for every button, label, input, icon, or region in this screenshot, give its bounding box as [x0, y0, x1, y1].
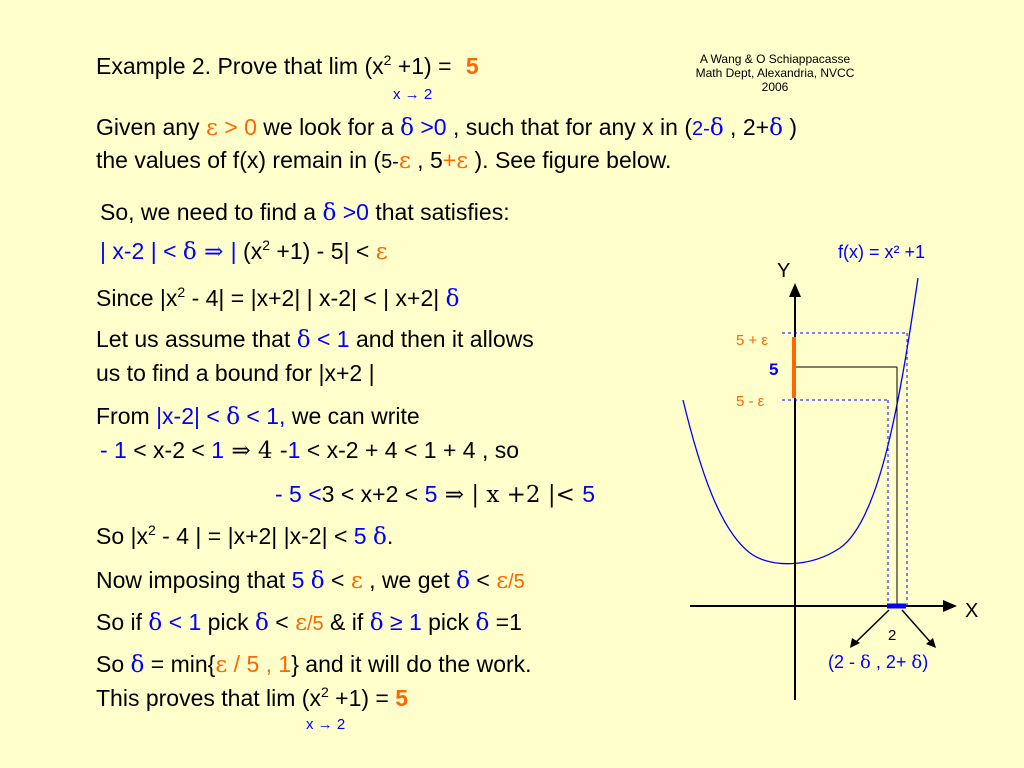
x-axis-arrow [943, 600, 957, 612]
delta-symbol: δ [182, 239, 197, 265]
text: pick [201, 609, 255, 635]
text: So [96, 651, 131, 677]
assume-line-2: us to find a bound for |x+2 | [96, 360, 375, 386]
pointer-line-left [853, 610, 889, 645]
pointer-line-right [902, 610, 933, 645]
delta-symbol: δ [148, 610, 163, 636]
text: Given any [96, 114, 206, 140]
five-plus-epsilon-label: 5 + ε [736, 332, 769, 349]
text: & if [323, 609, 370, 635]
text: (x [243, 238, 263, 264]
text: 3 < x+2 < [321, 481, 425, 507]
text: 1 [211, 437, 225, 463]
text: we look for a [256, 114, 401, 140]
epsilon-symbol: ε [295, 610, 307, 636]
five-minus-epsilon-label: 5 - ε [736, 393, 765, 410]
text: 5- [381, 151, 399, 173]
text: < [268, 609, 296, 635]
parabola-curve [683, 278, 918, 564]
text: we can write [285, 403, 420, 429]
delta-symbol: δ [709, 115, 724, 141]
text: - 4 | = |x+2| |x-2| < [155, 523, 354, 549]
text: < 1, [240, 403, 286, 429]
text: , 2+ [723, 114, 770, 140]
text: = min{ [144, 651, 216, 677]
text: > 0 [217, 114, 257, 140]
text: 1 [287, 437, 301, 463]
delta-symbol: δ [400, 115, 414, 141]
x-axis-label: X [965, 600, 979, 622]
function-label: f(x) = x² +1 [838, 242, 926, 262]
delta-symbol: δ [911, 652, 923, 673]
text: + [442, 147, 457, 173]
exponent: 2 [262, 237, 271, 253]
y-axis-label: Y [777, 260, 791, 282]
delta-symbol: δ [322, 200, 337, 226]
text: < [469, 567, 497, 593]
text: < 1 [310, 326, 350, 352]
delta-symbol: δ [130, 652, 145, 678]
text: ⇒ 4 - [224, 438, 288, 464]
text: ) [922, 652, 929, 672]
credit-year: 2006 [761, 80, 789, 94]
x-two-label: 2 [888, 627, 897, 644]
text: So if [96, 609, 149, 635]
delta-symbol: δ [475, 610, 490, 636]
text: 5 [291, 567, 311, 593]
text: |x-2| < [156, 403, 227, 429]
conclusion-limit-subscript: x → 2 [306, 716, 346, 733]
text: pick [421, 609, 476, 635]
text: This proves that lim (x [96, 685, 321, 711]
text: (2 - [828, 652, 861, 672]
delta-symbol: δ [445, 286, 460, 312]
title-rest: +1) = [391, 53, 458, 79]
text: | x-2 | < [100, 238, 183, 264]
conclusion-limit-value: 5 [395, 685, 409, 711]
delta-interval-label [828, 652, 928, 673]
five-label: 5 [769, 360, 779, 379]
text: ) [782, 114, 797, 140]
text: < 1 [162, 609, 202, 635]
delta-symbol: δ [296, 327, 311, 353]
text: | [230, 238, 244, 264]
text: 5 [353, 523, 373, 549]
title-limit-subscript: x → 2 [393, 86, 433, 103]
title-exponent: 2 [383, 52, 392, 68]
text: Let us assume that [96, 326, 297, 352]
text: - 1 [100, 437, 127, 463]
text: 5 [582, 481, 596, 507]
delta-symbol: δ [226, 404, 241, 430]
text: >0 [336, 199, 369, 225]
text: /5 [508, 571, 525, 593]
delta-symbol: δ [860, 652, 871, 673]
text: So |x [96, 523, 148, 549]
text: ). See figure below. [468, 147, 672, 173]
text: 2- [692, 118, 710, 140]
text: Now imposing that [96, 567, 292, 593]
text: , we get [362, 567, 457, 593]
text: - 5 < [275, 481, 322, 507]
exponent: 2 [320, 684, 329, 700]
credit-authors: A Wang & O Schiappacasse [699, 52, 851, 66]
text: / 5 , 1 [227, 651, 292, 677]
text: } and it will do the work. [291, 651, 532, 677]
text: . [386, 523, 394, 549]
text: +1) = [328, 685, 396, 711]
exponent: 2 [148, 522, 156, 538]
epsilon-symbol: ε [398, 148, 411, 174]
text: From [96, 403, 157, 429]
text: 5 [424, 481, 438, 507]
text: , 2+ [870, 652, 912, 672]
epsilon-symbol: ε [215, 652, 228, 678]
credit-department: Math Dept, Alexandria, NVCC [695, 66, 855, 80]
title-text: Example 2. Prove that lim (x [96, 53, 384, 79]
title-limit-value: 5 [465, 53, 479, 79]
epsilon-symbol: ε [375, 239, 388, 265]
epsilon-symbol: ε [496, 568, 509, 594]
delta-symbol: δ [769, 115, 783, 141]
text: , 5 [410, 147, 443, 173]
text: ≥ 1 [383, 609, 422, 635]
text: - 4| = |x+2| | x-2| < | x+2| [185, 285, 446, 311]
text: Since |x [96, 285, 178, 311]
delta-symbol: δ [254, 610, 269, 636]
exponent: 2 [177, 284, 186, 300]
epsilon-symbol: ε [205, 115, 218, 141]
text: =1 [489, 609, 522, 635]
text: ⇒ | x +2 |< [437, 482, 583, 508]
delta-symbol: δ [456, 568, 470, 594]
text: < [324, 567, 351, 593]
text: +1) - 5| < [270, 238, 376, 264]
text: So, we need to find a [100, 199, 323, 225]
epsilon-symbol: ε [350, 568, 363, 594]
text: and then it allows [349, 326, 534, 352]
delta-symbol: δ [310, 568, 325, 594]
epsilon-symbol: ε [456, 148, 469, 174]
delta-symbol: δ [369, 610, 384, 636]
delta-symbol: δ [372, 524, 387, 550]
text: the values of f(x) remain in ( [96, 147, 382, 173]
implies-arrow: ⇒ [196, 239, 231, 265]
text: , such that for any x in ( [446, 114, 693, 140]
text: /5 [306, 613, 324, 635]
text: < x-2 + 4 < 1 + 4 , so [300, 437, 520, 463]
text: < x-2 < [126, 437, 212, 463]
y-axis-arrow [789, 283, 801, 297]
text: >0 [413, 114, 447, 140]
text: that satisfies: [368, 199, 510, 225]
